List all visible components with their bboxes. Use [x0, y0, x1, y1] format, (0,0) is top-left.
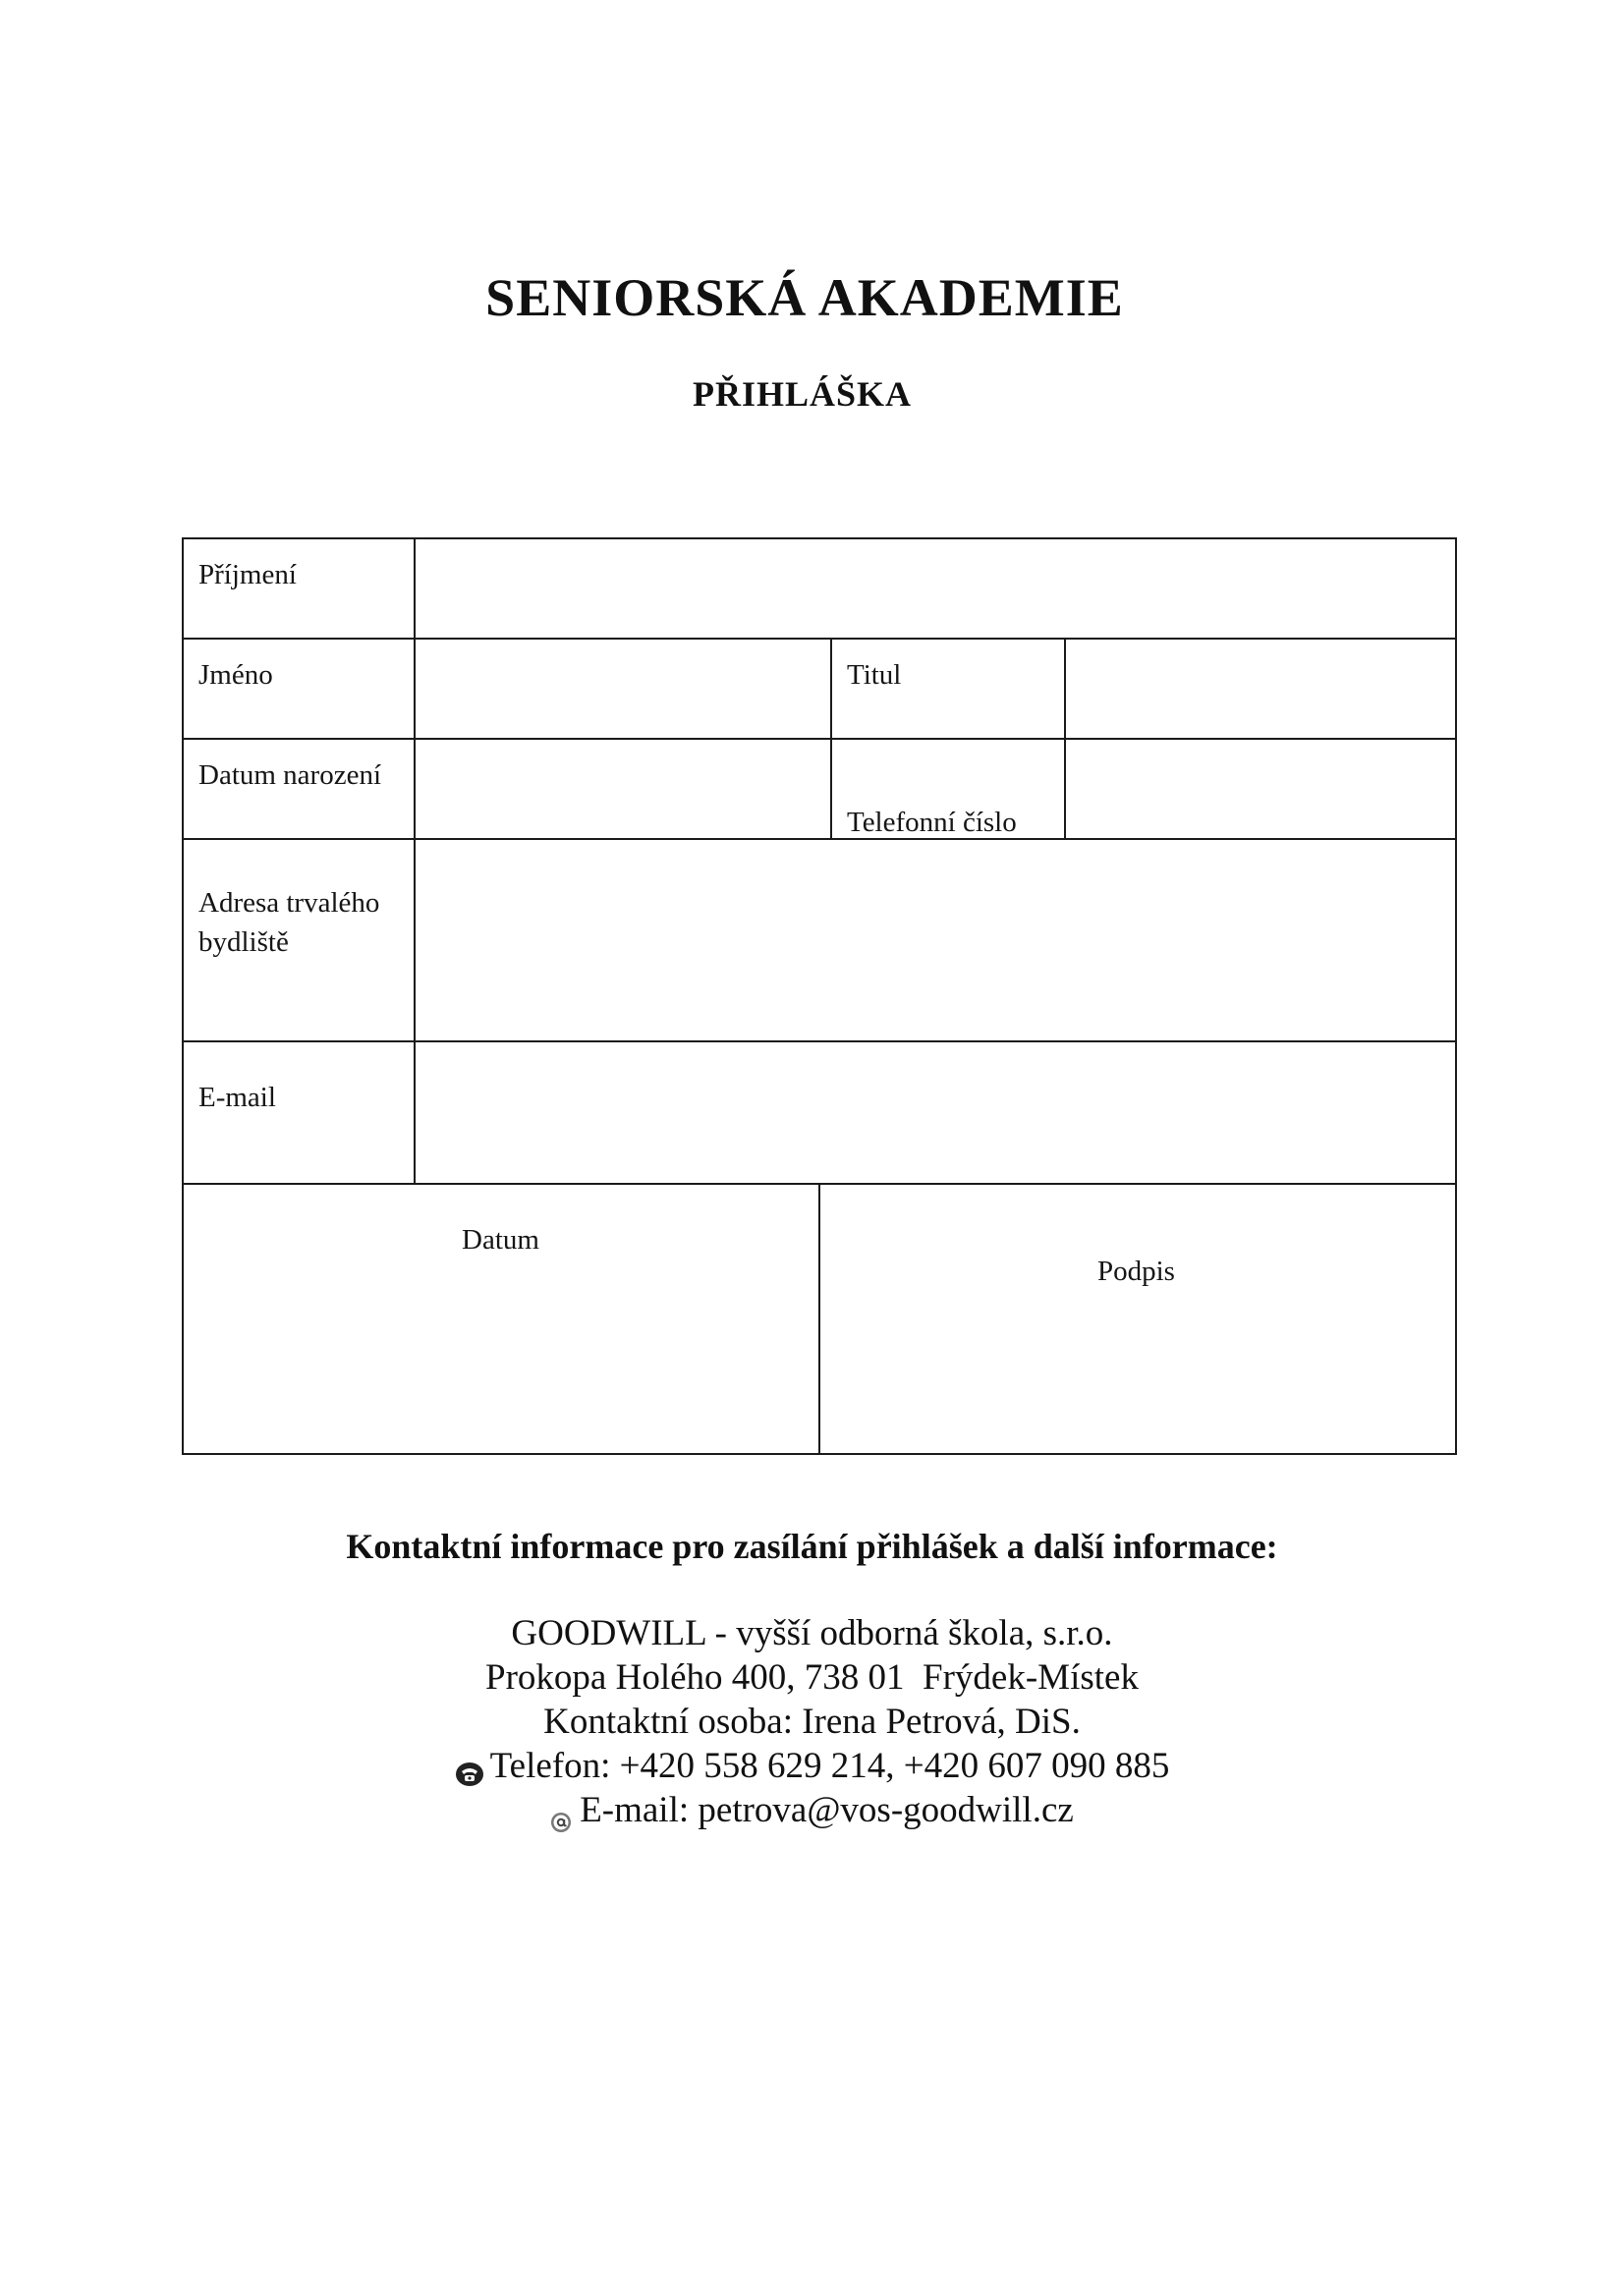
email-field[interactable]	[414, 1040, 1457, 1185]
contact-person: Kontaktní osoba: Irena Petrová, DiS.	[543, 1702, 1081, 1742]
title-label: Titul	[847, 659, 902, 691]
birth-date-label: Datum narození	[198, 759, 382, 791]
contact-organization: GOODWILL - vyšší odborná škola, s.r.o.	[511, 1613, 1113, 1653]
contact-heading: Kontaktní informace pro zasílání přihlášek a další informace:	[346, 1527, 1278, 1566]
title-label-cell	[830, 638, 1066, 740]
contact-email: E-mail: petrova@vos-goodwill.cz	[580, 1790, 1074, 1830]
date-label: Datum	[462, 1224, 539, 1256]
phone-label: Telefonní číslo	[847, 807, 1017, 838]
surname-field[interactable]	[414, 537, 1457, 640]
page-title: SENIORSKÁ AKADEMIE	[485, 268, 1124, 327]
contact-phone: Telefon: +420 558 629 214, +420 607 090 885	[489, 1746, 1170, 1786]
phone-icon	[455, 1754, 484, 1779]
phone-field[interactable]	[1064, 738, 1457, 840]
first-name-label: Jméno	[198, 659, 273, 691]
address-label-line2: bydliště	[198, 926, 289, 958]
phone-label-cell	[830, 738, 1066, 840]
birth-date-label-cell	[182, 738, 416, 840]
title-field[interactable]	[1064, 638, 1457, 740]
address-label-line1: Adresa trvalého	[198, 887, 380, 919]
first-name-label-cell	[182, 638, 416, 740]
email-label-cell	[182, 1040, 416, 1185]
at-icon	[550, 1800, 572, 1821]
application-form	[182, 537, 1457, 1455]
signature-label: Podpis	[1097, 1256, 1175, 1287]
address-label-cell	[182, 838, 416, 1042]
birth-date-field[interactable]	[414, 738, 832, 840]
contact-email-line	[0, 1788, 1624, 1832]
surname-label: Příjmení	[198, 559, 297, 590]
surname-label-cell	[182, 537, 416, 640]
date-cell[interactable]	[182, 1183, 820, 1455]
address-field[interactable]	[414, 838, 1457, 1042]
contact-phone-line	[0, 1744, 1624, 1788]
contact-block	[0, 1611, 1624, 1832]
contact-address: Prokopa Holého 400, 738 01 Frýdek-Místek	[485, 1657, 1139, 1698]
page-subtitle: PŘIHLÁŠKA	[692, 374, 913, 414]
first-name-field[interactable]	[414, 638, 832, 740]
signature-cell[interactable]	[818, 1183, 1457, 1455]
email-label: E-mail	[198, 1082, 276, 1113]
